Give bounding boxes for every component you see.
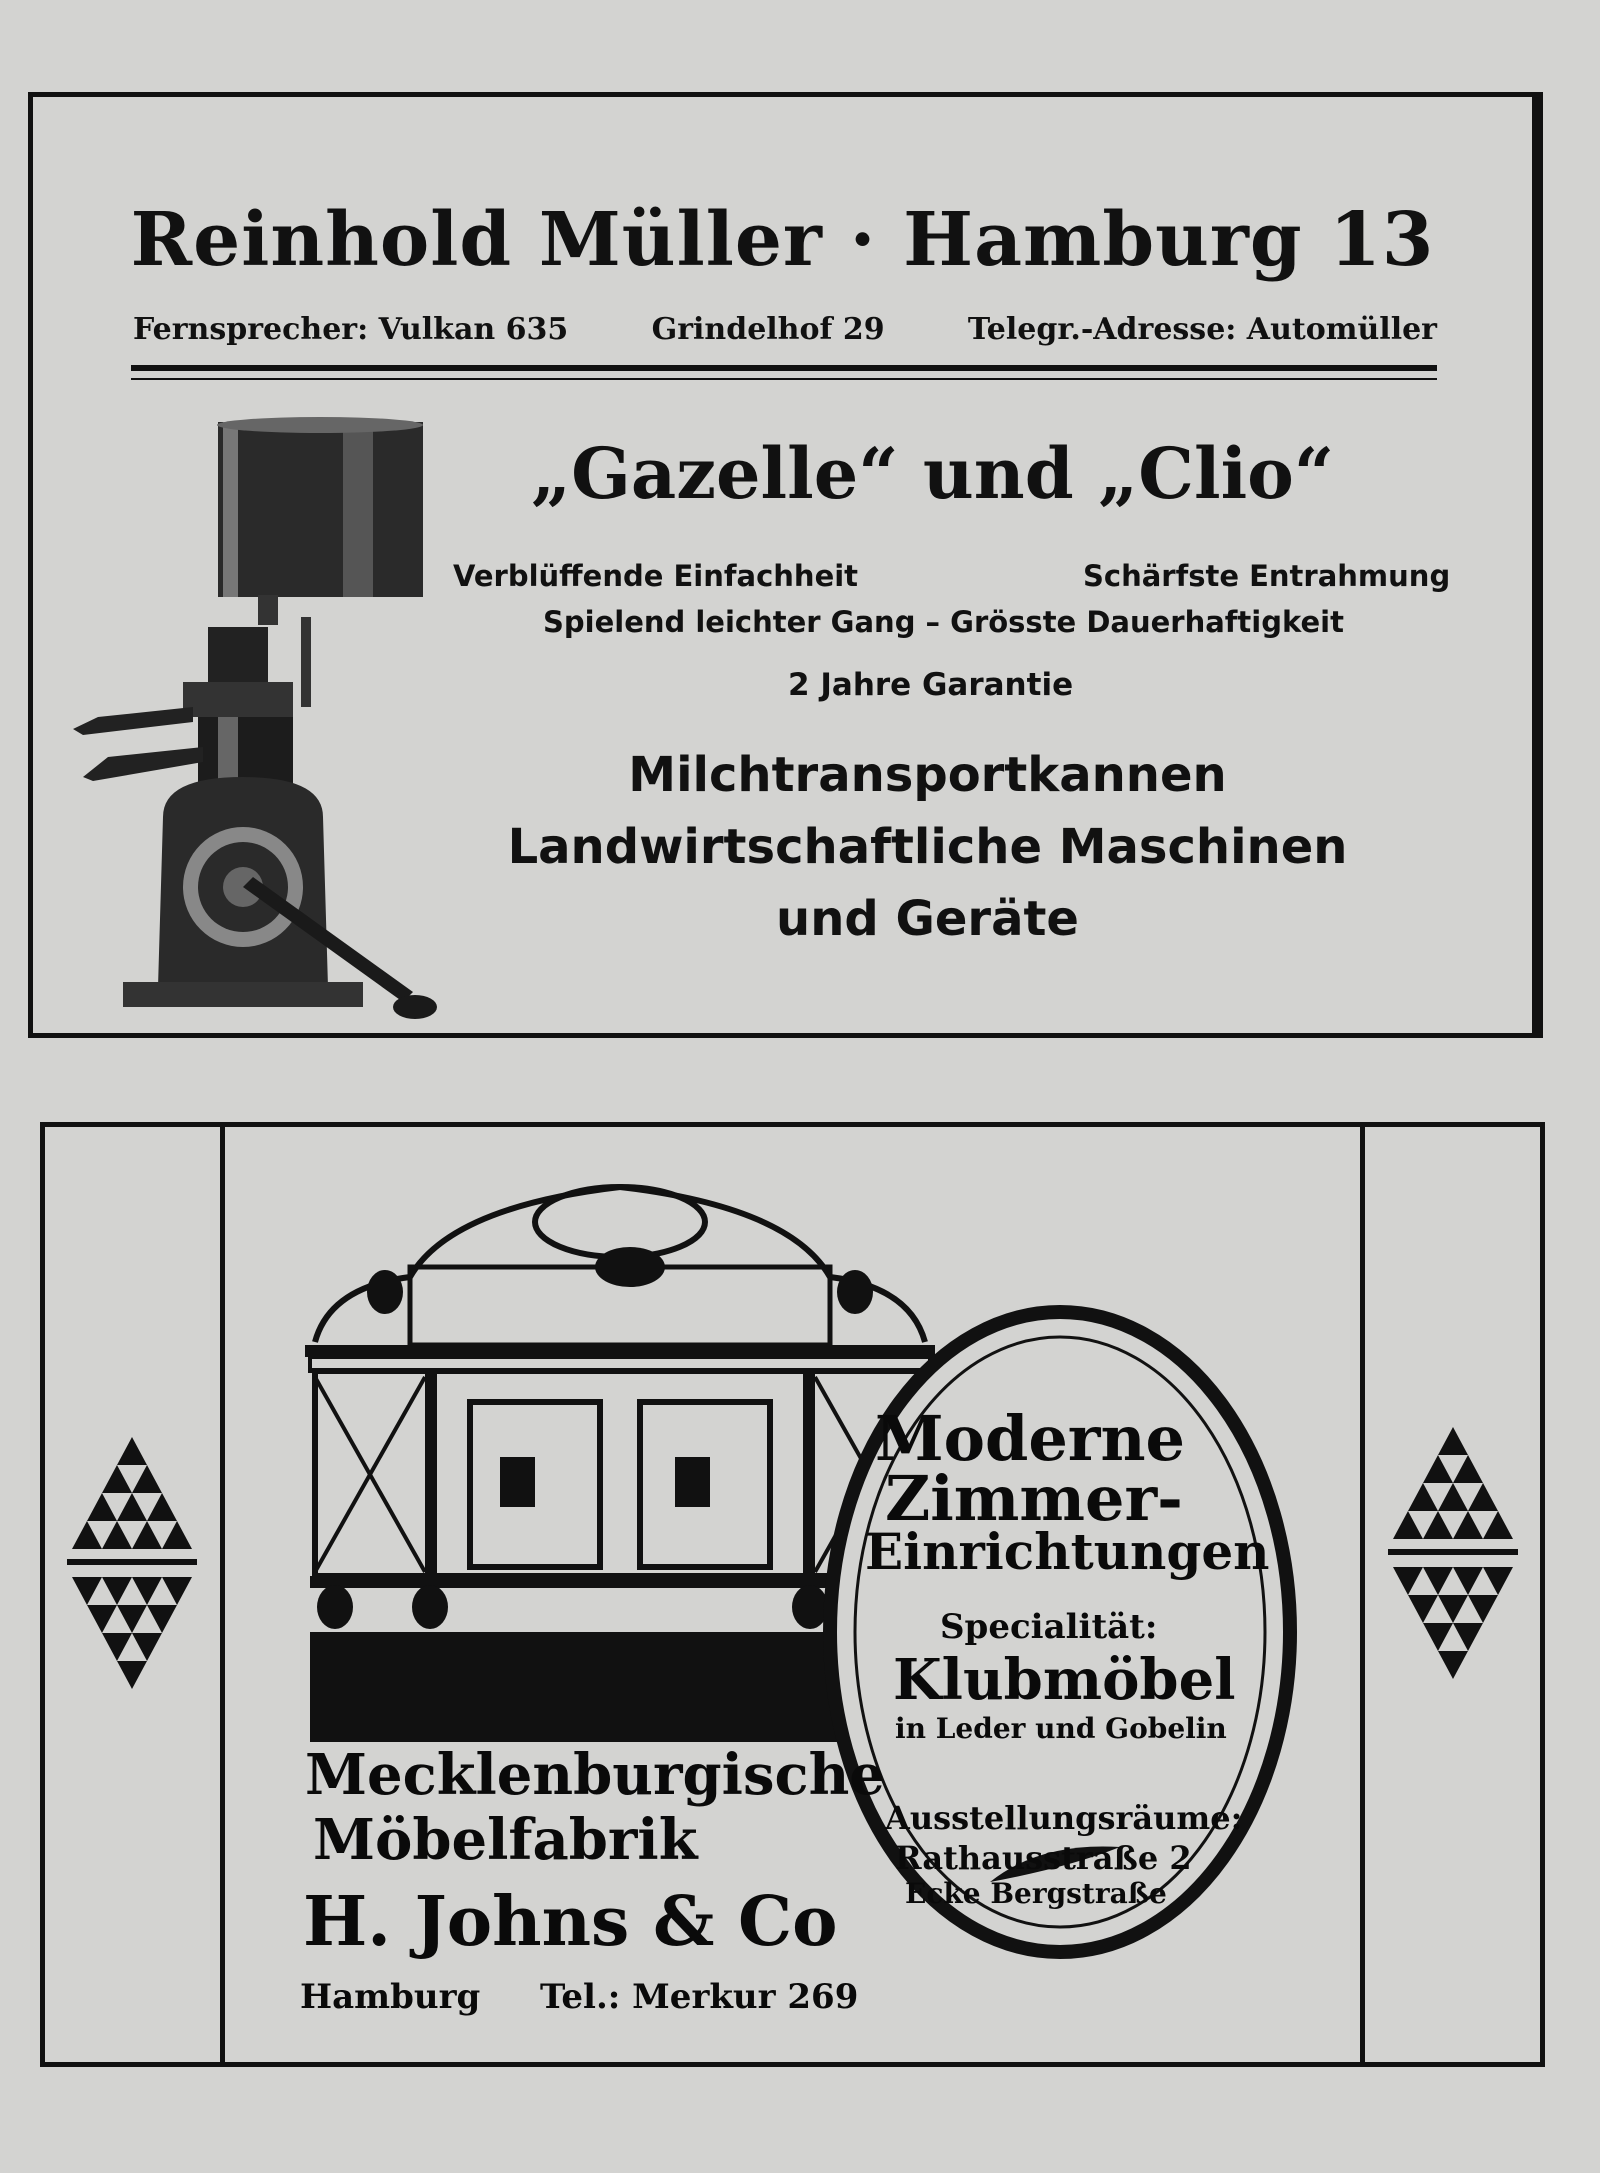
left-diamond-ornament xyxy=(67,1437,197,1717)
farm-machines-line: Landwirtschaftliche Maschinen xyxy=(507,819,1348,875)
specialty-name: Klubmöbel xyxy=(893,1647,1236,1713)
factory-name-line-2: Möbelfabrik xyxy=(313,1807,698,1873)
milk-cans-line: Milchtransportkannen xyxy=(628,747,1227,803)
feature-durability: Spielend leichter Gang – Grösste Dauerhaftigkeit xyxy=(543,605,1344,639)
street-address: Grindelhof 29 xyxy=(651,312,885,347)
product-names: „Gazelle“ und „Clio“ xyxy=(530,432,1335,515)
specialty-detail: in Leder und Gobelin xyxy=(895,1712,1227,1745)
telegram-address: Telegr.-Adresse: Automüller xyxy=(967,312,1437,347)
right-divider xyxy=(1360,1127,1365,2062)
showroom-street: Rathausstraße 2 xyxy=(895,1839,1192,1877)
firm-city: Hamburg xyxy=(300,1977,481,2017)
showroom-corner: Ecke Bergstraße xyxy=(905,1877,1167,1910)
reinhold-mueller-advertisement xyxy=(28,92,1543,1038)
oval-heading-modern: Moderne xyxy=(875,1402,1185,1475)
showroom-label: Ausstellungsräume: xyxy=(885,1799,1243,1837)
specialty-label: Specialität: xyxy=(940,1607,1158,1647)
oval-heading-furnishings: Einrichtungen xyxy=(865,1522,1270,1581)
factory-name-line-1: Mecklenburgische xyxy=(305,1742,885,1808)
left-divider xyxy=(220,1127,225,2062)
double-rule-thin xyxy=(131,378,1437,380)
equipment-line: und Geräte xyxy=(776,891,1079,947)
johns-furniture-advertisement xyxy=(40,1122,1545,2067)
firm-name: H. Johns & Co xyxy=(303,1882,838,1962)
warranty-note: 2 Jahre Garantie xyxy=(788,667,1074,703)
double-rule-thick xyxy=(131,365,1437,371)
firm-phone: Tel.: Merkur 269 xyxy=(540,1977,859,2017)
company-heading: Reinhold Müller · Hamburg 13 xyxy=(130,197,1435,283)
contact-line xyxy=(133,312,1437,347)
feature-skimming: Schärfste Entrahmung xyxy=(1083,559,1451,593)
oval-heading-rooms: Zimmer- xyxy=(885,1462,1183,1535)
feature-simplicity: Verblüffende Einfachheit xyxy=(453,559,859,593)
phone-number: Fernsprecher: Vulkan 635 xyxy=(133,312,569,347)
right-diamond-ornament xyxy=(1388,1427,1518,1707)
